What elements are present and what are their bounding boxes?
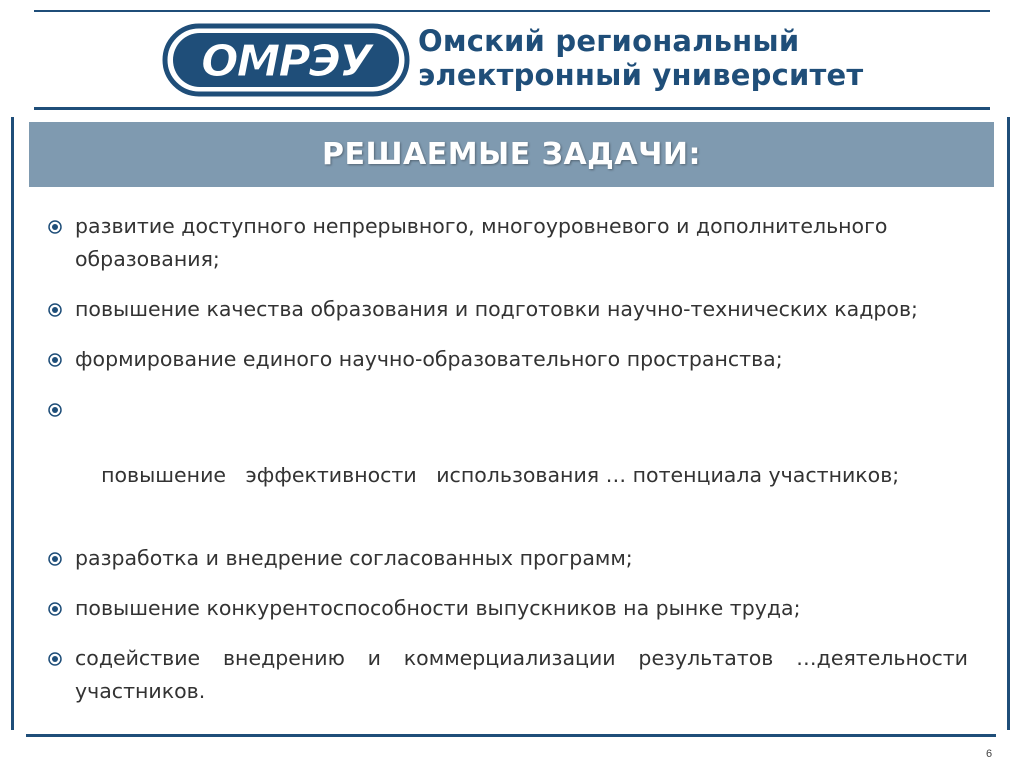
page-number: 6 [986,748,993,760]
logo-wordmark: ОМРЭУ [201,36,371,87]
list-item-text: повышение эффективности использования … потенциала участников; [101,463,900,487]
tasks-list [48,210,968,725]
slide-title: РЕШАЕМЫЕ ЗАДАЧИ: [322,137,701,172]
list-item [48,642,968,708]
list-item-text: формирование единого научно-образовательного пространства; [75,347,783,371]
list-item-text: повышение конкурентоспособности выпускников на рынке труда; [75,596,801,620]
list-item [48,210,968,276]
list-item-text: содействие внедрению и коммерциализации результатов …деятельности участников. [75,646,968,703]
organization-name [418,24,863,92]
target-bullet-icon [48,652,62,666]
target-bullet-icon [48,552,62,566]
list-item [48,293,968,326]
target-bullet-icon [48,403,62,417]
list-item-text: повышение качества образования и подготовки научно-технических кадров; [75,297,918,321]
list-item [48,343,968,376]
org-name-line-2: электронный университет [418,58,864,92]
list-item-text: развитие доступного непрерывного, многоуровневого и дополнительного образования; [75,214,888,271]
frame-left-border [11,117,14,730]
list-item [48,542,968,575]
org-name-line-1: Омский региональный [418,24,800,58]
target-bullet-icon [48,303,62,317]
frame-bottom-border [26,734,996,737]
target-bullet-icon [48,602,62,616]
target-bullet-icon [48,220,62,234]
target-bullet-icon [48,353,62,367]
list-item-text: разработка и внедрение согласованных программ; [75,546,633,570]
omreu-logo [162,22,410,98]
header-bottom-rule [34,107,990,110]
frame-right-border [1007,117,1010,730]
list-item [48,592,968,625]
title-band [29,122,994,187]
list-item [48,393,968,525]
header-top-rule [34,10,990,12]
